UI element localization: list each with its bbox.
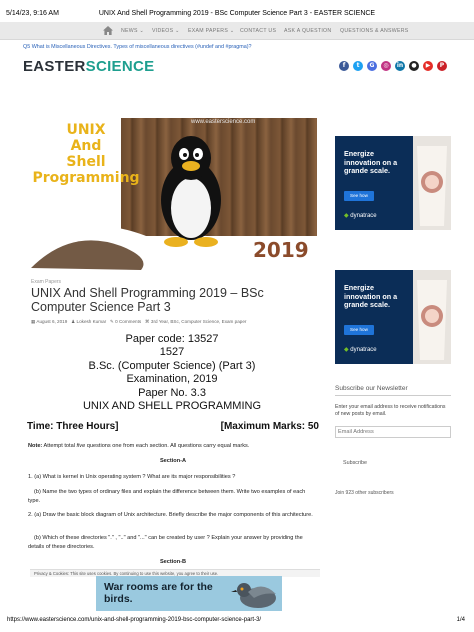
print-page-number: 1/4 (456, 617, 465, 623)
youtube-icon[interactable]: ▶ (423, 61, 433, 71)
hero-site-url: www.easterscience.com (191, 119, 256, 125)
bottom-ad-text: War rooms are for the birds. (104, 581, 213, 605)
nav-item-contact-us[interactable]: CONTACT US (240, 28, 277, 34)
home-icon[interactable] (103, 26, 113, 35)
question-1a: 1. (a) What is kernel in Unix operating system ? What are its major responsibilities ? (28, 474, 236, 480)
print-header (0, 0, 474, 20)
newsletter-heading: Subscribe our Newsletter (335, 385, 451, 396)
ad-brand: ◆ dynatrace (344, 347, 377, 353)
newsletter-description: Enter your email address to receive notifications of new posts by email. (335, 404, 446, 417)
ad-text: Energize innovation on a grande scale. (344, 149, 398, 175)
linkedin-icon[interactable]: in (396, 62, 404, 69)
hero-image (31, 118, 317, 270)
nav-bar (0, 22, 474, 40)
print-datetime: 5/14/23, 9:16 AM (6, 10, 59, 17)
max-marks: [Maximum Marks: 50 (220, 421, 319, 432)
paper-number: 1527 (159, 346, 185, 359)
subscriber-count: Join 923 other subscribers (335, 490, 394, 496)
post-comments-link[interactable]: 0 Comments (115, 319, 142, 324)
coffee-cup-icon (413, 136, 451, 230)
post-meta (31, 319, 246, 325)
pinterest-icon[interactable]: P (437, 61, 447, 71)
post-date: August 6, 2019 (36, 319, 68, 324)
tag-icon: ⌘ (145, 319, 150, 324)
nav-item-ask-a-question[interactable]: ASK A QUESTION (284, 28, 332, 34)
ad-see-how-button[interactable]: See how (344, 191, 374, 201)
nav-item-questions-answers[interactable]: QUESTIONS & ANSWERS (340, 28, 409, 34)
exam-time: Time: Three Hours] (27, 421, 119, 432)
email-field[interactable] (335, 426, 451, 438)
dynatrace-logo-icon: ◆ (344, 213, 349, 219)
google-icon[interactable]: G (367, 61, 377, 71)
question-2a: 2. (a) Draw the basic block diagram of Unix architecture. Briefly describe the major components of this architecture. (28, 512, 313, 518)
calendar-icon: ▦ (31, 319, 36, 324)
dynatrace-logo-icon: ◆ (344, 347, 349, 353)
nav-item-videos[interactable]: VIDEOS ⌄ (152, 28, 180, 34)
hero-title-line: Programming (32, 170, 140, 186)
post-author-link[interactable]: Lokesh Kumar (76, 319, 107, 324)
ad-brand: ◆ dynatrace (344, 213, 377, 219)
nav-item-news[interactable]: NEWS ⌄ (121, 28, 145, 34)
hero-title-line: UNIX (66, 122, 106, 138)
subscribe-button[interactable]: Subscribe (335, 457, 451, 469)
pigeon-icon (228, 578, 282, 610)
question-2b: (b) Which of these directories "." , ".." and "..." can be created by user ? Explain your answer by providing the details of these directories. (28, 535, 303, 550)
cookie-notice: Privacy & Cookies: This site uses cookies. By continuing to use this website, you agree to their use. (30, 569, 320, 577)
coffee-cup-icon (413, 270, 451, 364)
paper-subject: UNIX AND SHELL PROGRAMMING (82, 400, 262, 413)
time-and-marks (27, 421, 319, 432)
bottom-ad[interactable] (96, 576, 282, 611)
news-ticker-link[interactable]: Q5 What is Miscellaneous Directives. Types of miscellaneous directives (#undef and #pragma)? (23, 44, 252, 50)
facebook-icon[interactable]: f (339, 61, 349, 71)
github-icon[interactable]: ● (409, 61, 419, 71)
post-title: UNIX And Shell Programming 2019 – BSc Computer Science Part 3 (31, 286, 264, 314)
twitter-icon[interactable]: t (353, 61, 363, 71)
hero-year: 2019 (253, 238, 309, 262)
instagram-icon[interactable]: ◎ (381, 61, 391, 71)
sidebar-ad-1[interactable] (335, 136, 451, 230)
print-title: UNIX And Shell Programming 2019 - BSc Computer Science Part 3 - EASTER SCIENCE (98, 10, 376, 17)
ad-see-how-button[interactable]: See how (344, 325, 374, 335)
sidebar-ad-2[interactable] (335, 270, 451, 364)
paper-code: Paper code: 13527 (125, 333, 219, 345)
exam-note: Note: Attempt total five questions one from each section. All questions carry equal marks. (28, 443, 250, 449)
print-url: https://www.easterscience.com/unix-and-shell-programming-2019-bsc-computer-science-part-3/ (7, 617, 262, 623)
paper-no: Paper No. 3.3 (138, 386, 206, 399)
section-b-heading: Section-B (159, 559, 187, 565)
post-tags-link[interactable]: 3rd Year, BSc, Computer Science, Exam paper (150, 319, 247, 324)
ad-text: Energize innovation on a grande scale. (344, 283, 398, 309)
post-category-link[interactable]: Exam Papers (31, 279, 62, 285)
hero-title-line: Shell (66, 154, 106, 170)
paper-exam: Examination, 2019 (126, 373, 218, 386)
paper-course: B.Sc. (Computer Science) (Part 3) (88, 359, 256, 372)
author-icon: ♟ (71, 319, 76, 324)
comment-icon: ✎ (110, 319, 114, 324)
hero-title-line: And (70, 138, 102, 154)
question-1b: (b) Name the two types of ordinary files and explain the difference between them. Write two examples of each type. (28, 489, 306, 504)
section-a-heading: Section-A (159, 458, 187, 464)
site-logo[interactable]: EASTERSCIENCE (23, 58, 155, 75)
paper-details (27, 333, 317, 413)
nav-item-exam-papers[interactable]: EXAM PAPERS ⌄ (188, 28, 235, 34)
